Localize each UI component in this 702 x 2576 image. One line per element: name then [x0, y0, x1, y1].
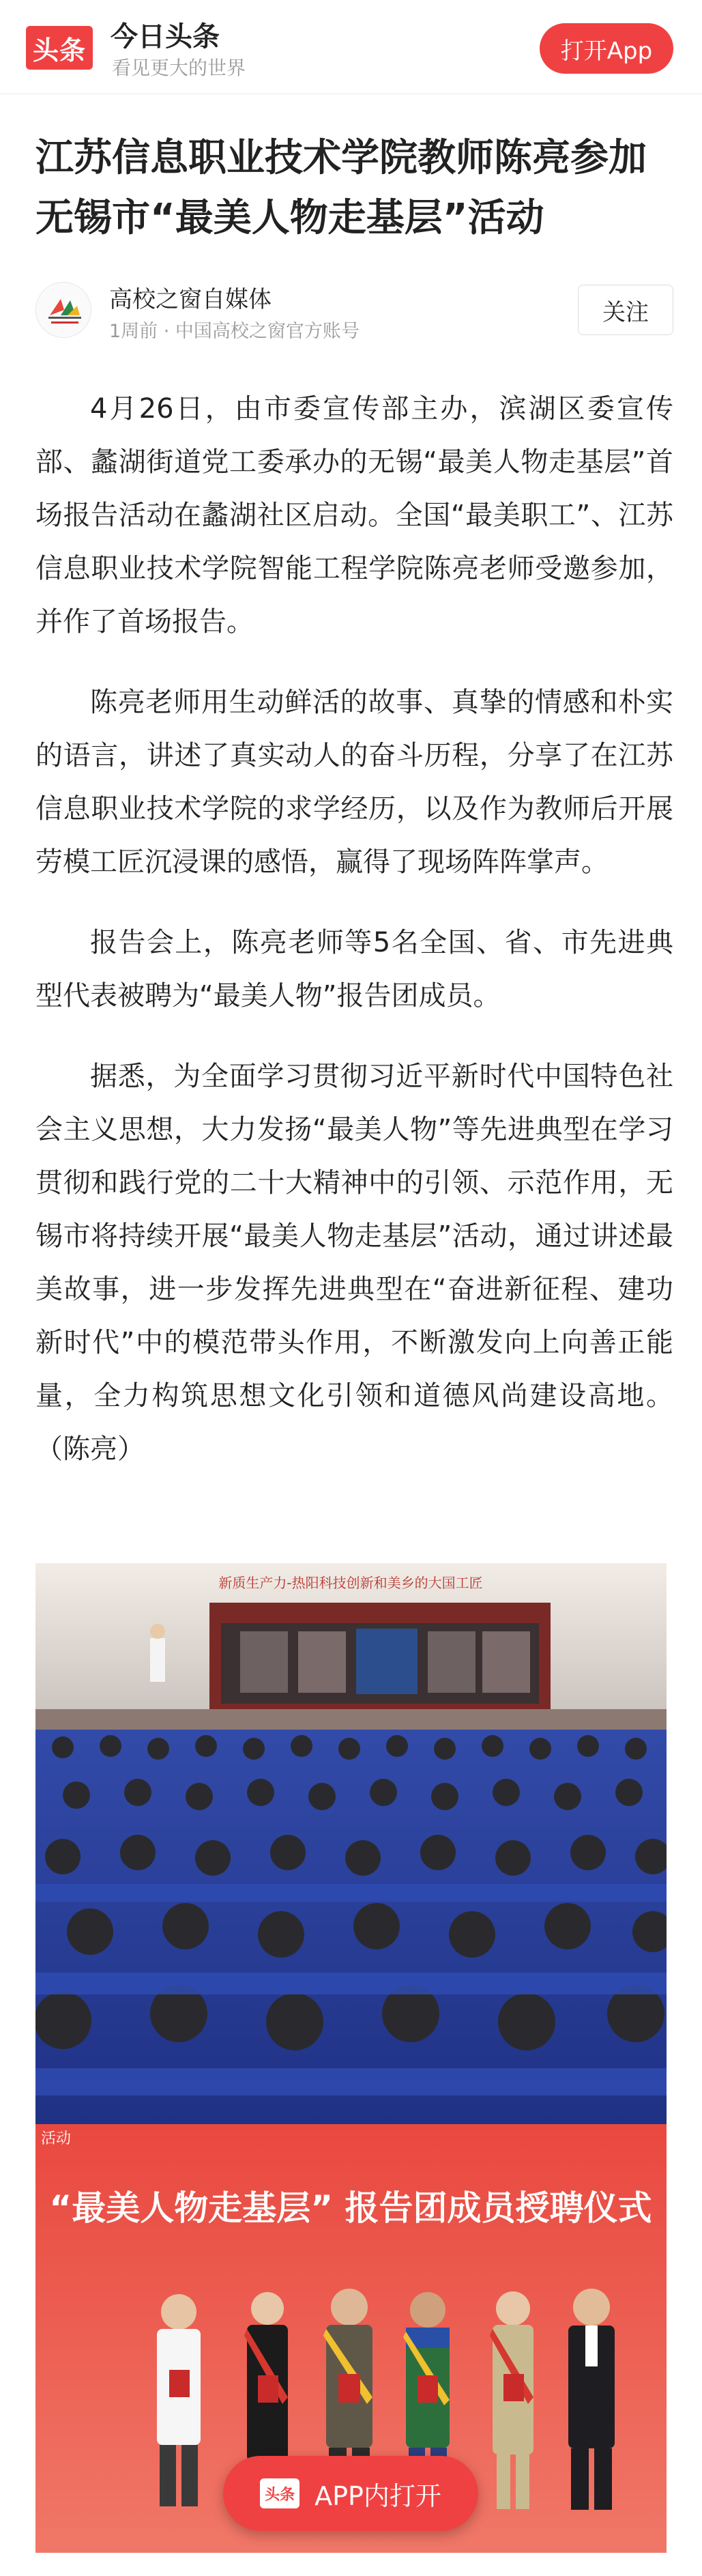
- article-body: [35, 382, 673, 1503]
- top-bar: [0, 0, 702, 94]
- ceremony-banner: “最美人物走基层” 报告团成员授聘仪式: [49, 2188, 652, 2228]
- article-title: 江苏信息职业技术学院教师陈亮参加无锡市“最美人物走基层”活动: [35, 136, 647, 240]
- open-app-button[interactable]: 打开App: [540, 23, 673, 74]
- paragraph: 4月26日，由市委宣传部主办，滨湖区委宣传部、蠡湖街道党工委承办的无锡“最美人物走基层”首场报告活动在蠡湖社区启动。全国“最美职工”、江苏信息职业技术学院智能工程学院陈亮老师受邀参加，并作了首场报告。: [35, 393, 673, 638]
- toutiao-logo[interactable]: 头条: [26, 26, 93, 70]
- article-photo-auditorium[interactable]: [35, 1563, 667, 2124]
- auditorium-scene: [35, 1563, 667, 2124]
- avatar-emblem-icon: [36, 283, 91, 338]
- toutiao-mini-logo-icon: 头条: [260, 2478, 299, 2508]
- author-meta: 1周前 · 中国高校之窗官方账号: [109, 321, 360, 342]
- paragraph: 报告会上，陈亮老师等5名全国、省、市先进典型代表被聘为“最美人物”报告团成员。: [35, 927, 673, 1012]
- paragraph: 陈亮老师用生动鲜活的故事、真挚的情感和朴实的语言，讲述了真实动人的奋斗历程，分享了在江苏信息职业技术学院的求学经历，以及作为教师后开展劳模工匠沉浸课的感悟，赢得了现场阵阵掌声。: [35, 687, 673, 878]
- brand-subtitle: 看见更大的世界: [112, 57, 246, 79]
- open-in-app-label: APP内打开: [315, 2480, 441, 2511]
- author-avatar[interactable]: [35, 282, 91, 338]
- author-row: [35, 276, 673, 347]
- open-in-app-button[interactable]: [223, 2456, 478, 2531]
- brand-title: 今日头条: [111, 21, 220, 53]
- corner-text: 活动: [41, 2130, 72, 2147]
- bottom-edge: [0, 2553, 702, 2576]
- author-name[interactable]: 高校之窗自媒体: [109, 286, 272, 313]
- paragraph: 据悉，为全面学习贯彻习近平新时代中国特色社会主义思想，大力发扬“最美人物”等先进典型在学习贯彻和践行党的二十大精神中的引领、示范作用，无锡市将持续开展“最美人物走基层”活动，通过讲述最美故事，进一步发挥先进典型在“奋进新征程、建功新时代”中的模范带头作用，不断激发向上向善正能量，全力构筑思想文化引领和道德风尚建设高地。（陈亮）: [35, 1061, 673, 1465]
- stage-banner: 新质生产力-热阳科技创新和美乡的大国工匠: [218, 1575, 483, 1591]
- follow-button[interactable]: 关注: [578, 285, 673, 335]
